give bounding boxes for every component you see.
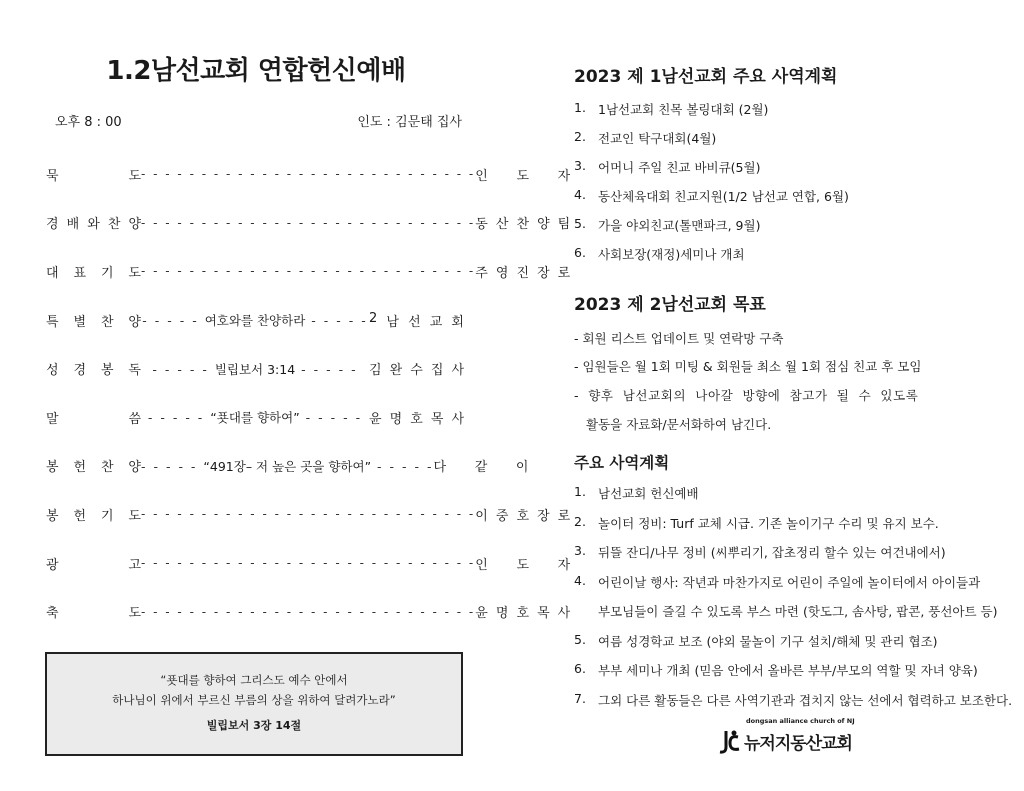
- order-row: [46, 442, 529, 491]
- list-item: 2. 전교인 탁구대회(4월): [574, 129, 717, 146]
- order-item: 봉 헌 찬 양: [46, 460, 141, 476]
- page-title: 1.2남선교회 연합헌신예배: [106, 56, 406, 86]
- order-row: [46, 296, 464, 345]
- order-item: 성 경 봉 독: [46, 363, 141, 379]
- order-person: 김 완 수 집 사: [369, 363, 464, 379]
- order-row: [46, 199, 571, 248]
- order-item: 봉 헌 기 도: [46, 508, 141, 524]
- order-item: 축 도: [46, 606, 141, 622]
- list-item: 1. 1남선교회 친목 볼링대회 (2월): [574, 100, 769, 117]
- order-row: [46, 344, 464, 393]
- verse-box: [45, 652, 463, 756]
- order-item: 경 배 와 찬 양: [46, 217, 141, 233]
- service-time: 오후 8 : 00: [55, 115, 122, 130]
- verse-line: 하나님이 위에서 부르신 부름의 상을 위하여 달려가노라”: [112, 693, 396, 707]
- list-item: 5. 가을 야외친교(톨맨파크, 9월): [574, 216, 761, 233]
- order-row: [46, 247, 571, 296]
- order-row: [46, 490, 571, 539]
- list-item: 3. 뒤뜰 잔디/나무 정비 (씨뿌리기, 잡초정리 할수 있는 여건내에서): [574, 543, 946, 560]
- goal-title: 2023 제 2남선교회 목표: [574, 295, 766, 315]
- goal-line: - 임원들은 월 1회 미팅 & 회원들 최소 월 1회 점심 친교 후 모임: [574, 359, 922, 374]
- order-person: 다 같 이: [433, 460, 529, 476]
- order-item: 묵 도: [46, 168, 141, 184]
- order-person: 윤 명 호 목 사: [369, 411, 464, 427]
- dotted-leader: - - - - - - - - - - - - - - - - - - - - - - - - - - - -: [141, 604, 476, 619]
- list-item: 3. 어머니 주일 친교 바비큐(5월): [574, 158, 761, 175]
- order-person: 인 도 자: [475, 168, 571, 184]
- order-row: [46, 587, 571, 636]
- goal-line: - 회원 리스트 업데이트 및 연락망 구축: [574, 331, 784, 346]
- order-person: 2 남 선 교 회: [369, 310, 464, 330]
- list-item: 6. 사회보장(재정)세미나 개최: [574, 245, 745, 262]
- verse-reference: 빌립보서 3장 14절: [206, 719, 302, 732]
- ministry-list: [574, 484, 1013, 720]
- goal-line: 활동을 자료화/문서화하여 남긴다.: [586, 417, 772, 432]
- dotted-leader: - - - - - - - - - - - - - - - - - - - - - - - - - - - -: [141, 507, 476, 522]
- service-leader: 인도 : 김문태 집사: [357, 115, 462, 130]
- order-item: 대 표 기 도: [46, 265, 141, 281]
- list-item: 2. 놀이터 정비: Turf 교체 시급. 기존 놀이기구 수리 및 유지 보수.: [574, 513, 939, 531]
- church-logo: [718, 717, 855, 757]
- order-title: - - - - - “491장– 저 높은 곳을 향하여” - - - - -: [141, 458, 434, 474]
- order-item: 말 씀: [46, 411, 141, 427]
- list-item: 부모님들이 즐길 수 있도록 부스 마련 (핫도그, 솜사탕, 팝콘, 풍선아트 등): [598, 604, 998, 619]
- list-item: 4. 동산체육대회 친교지원(1/2 남선교 연합, 6월): [574, 187, 849, 204]
- logo-tagline: dongsan alliance church of NJ: [746, 717, 855, 725]
- order-title: - - - - - 빌립보서 3:14 - - - - -: [152, 361, 358, 377]
- list-item: 7. 그외 다른 활동들은 다른 사역기관과 겹치지 않는 선에서 협력하고 보조한다.: [574, 690, 1013, 708]
- order-person: 윤 명 호 목 사: [475, 606, 571, 622]
- list-item: 6. 부부 세미나 개최 (믿음 안에서 올바른 부부/부모의 역할 및 자녀 양육): [574, 661, 978, 678]
- order-item: 특 별 찬 양: [46, 314, 141, 330]
- order-person: 이 중 호 장 로: [475, 508, 571, 524]
- order-title: - - - - - 여호와를 찬양하라 - - - - -: [142, 313, 368, 329]
- order-person: 인 도 자: [475, 557, 571, 573]
- list-item: 1. 남선교회 헌신예배: [574, 484, 699, 501]
- dotted-leader: - - - - - - - - - - - - - - - - - - - - - - - - - - - -: [141, 215, 476, 230]
- order-title: - - - - - “푯대를 향하여” - - - - -: [147, 410, 363, 426]
- dotted-leader: - - - - - - - - - - - - - - - - - - - - - - - - - - - -: [141, 556, 476, 571]
- dotted-leader: - - - - - - - - - - - - - - - - - - - - - - - - - - - -: [141, 264, 476, 279]
- dotted-leader: - - - - - - - - - - - - - - - - - - - - - - - - - - - -: [141, 167, 476, 182]
- worship-order: [46, 150, 571, 636]
- logo-church-name: 뉴저지동산교회: [744, 734, 852, 754]
- order-person: 주 영 진 장 로: [475, 265, 571, 281]
- list-item: 4. 어린이날 행사: 작년과 마찬가지로 어린이 주일에 놀이터에서 아이들과: [574, 572, 981, 590]
- church-logo-icon: [718, 729, 742, 755]
- order-item: 광 고: [46, 557, 141, 573]
- order-row: [46, 150, 571, 199]
- verse-line: “푯대를 향하여 그리스도 예수 안에서: [160, 673, 348, 687]
- order-person: 동 산 찬 양 팀: [475, 217, 571, 233]
- plan-title: 2023 제 1남선교회 주요 사역계획: [574, 67, 838, 87]
- order-row: [46, 393, 464, 442]
- goal-line: - 향후 남선교회의 나아갈 방향에 참고가 될 수 있도록: [574, 388, 919, 403]
- order-row: [46, 539, 571, 588]
- list-item: 5. 여름 성경학교 보조 (야외 물놀이 기구 설치/해체 및 관리 협조): [574, 631, 938, 649]
- ministry-title: 주요 사역계획: [574, 454, 670, 472]
- plan-list: [574, 100, 984, 274]
